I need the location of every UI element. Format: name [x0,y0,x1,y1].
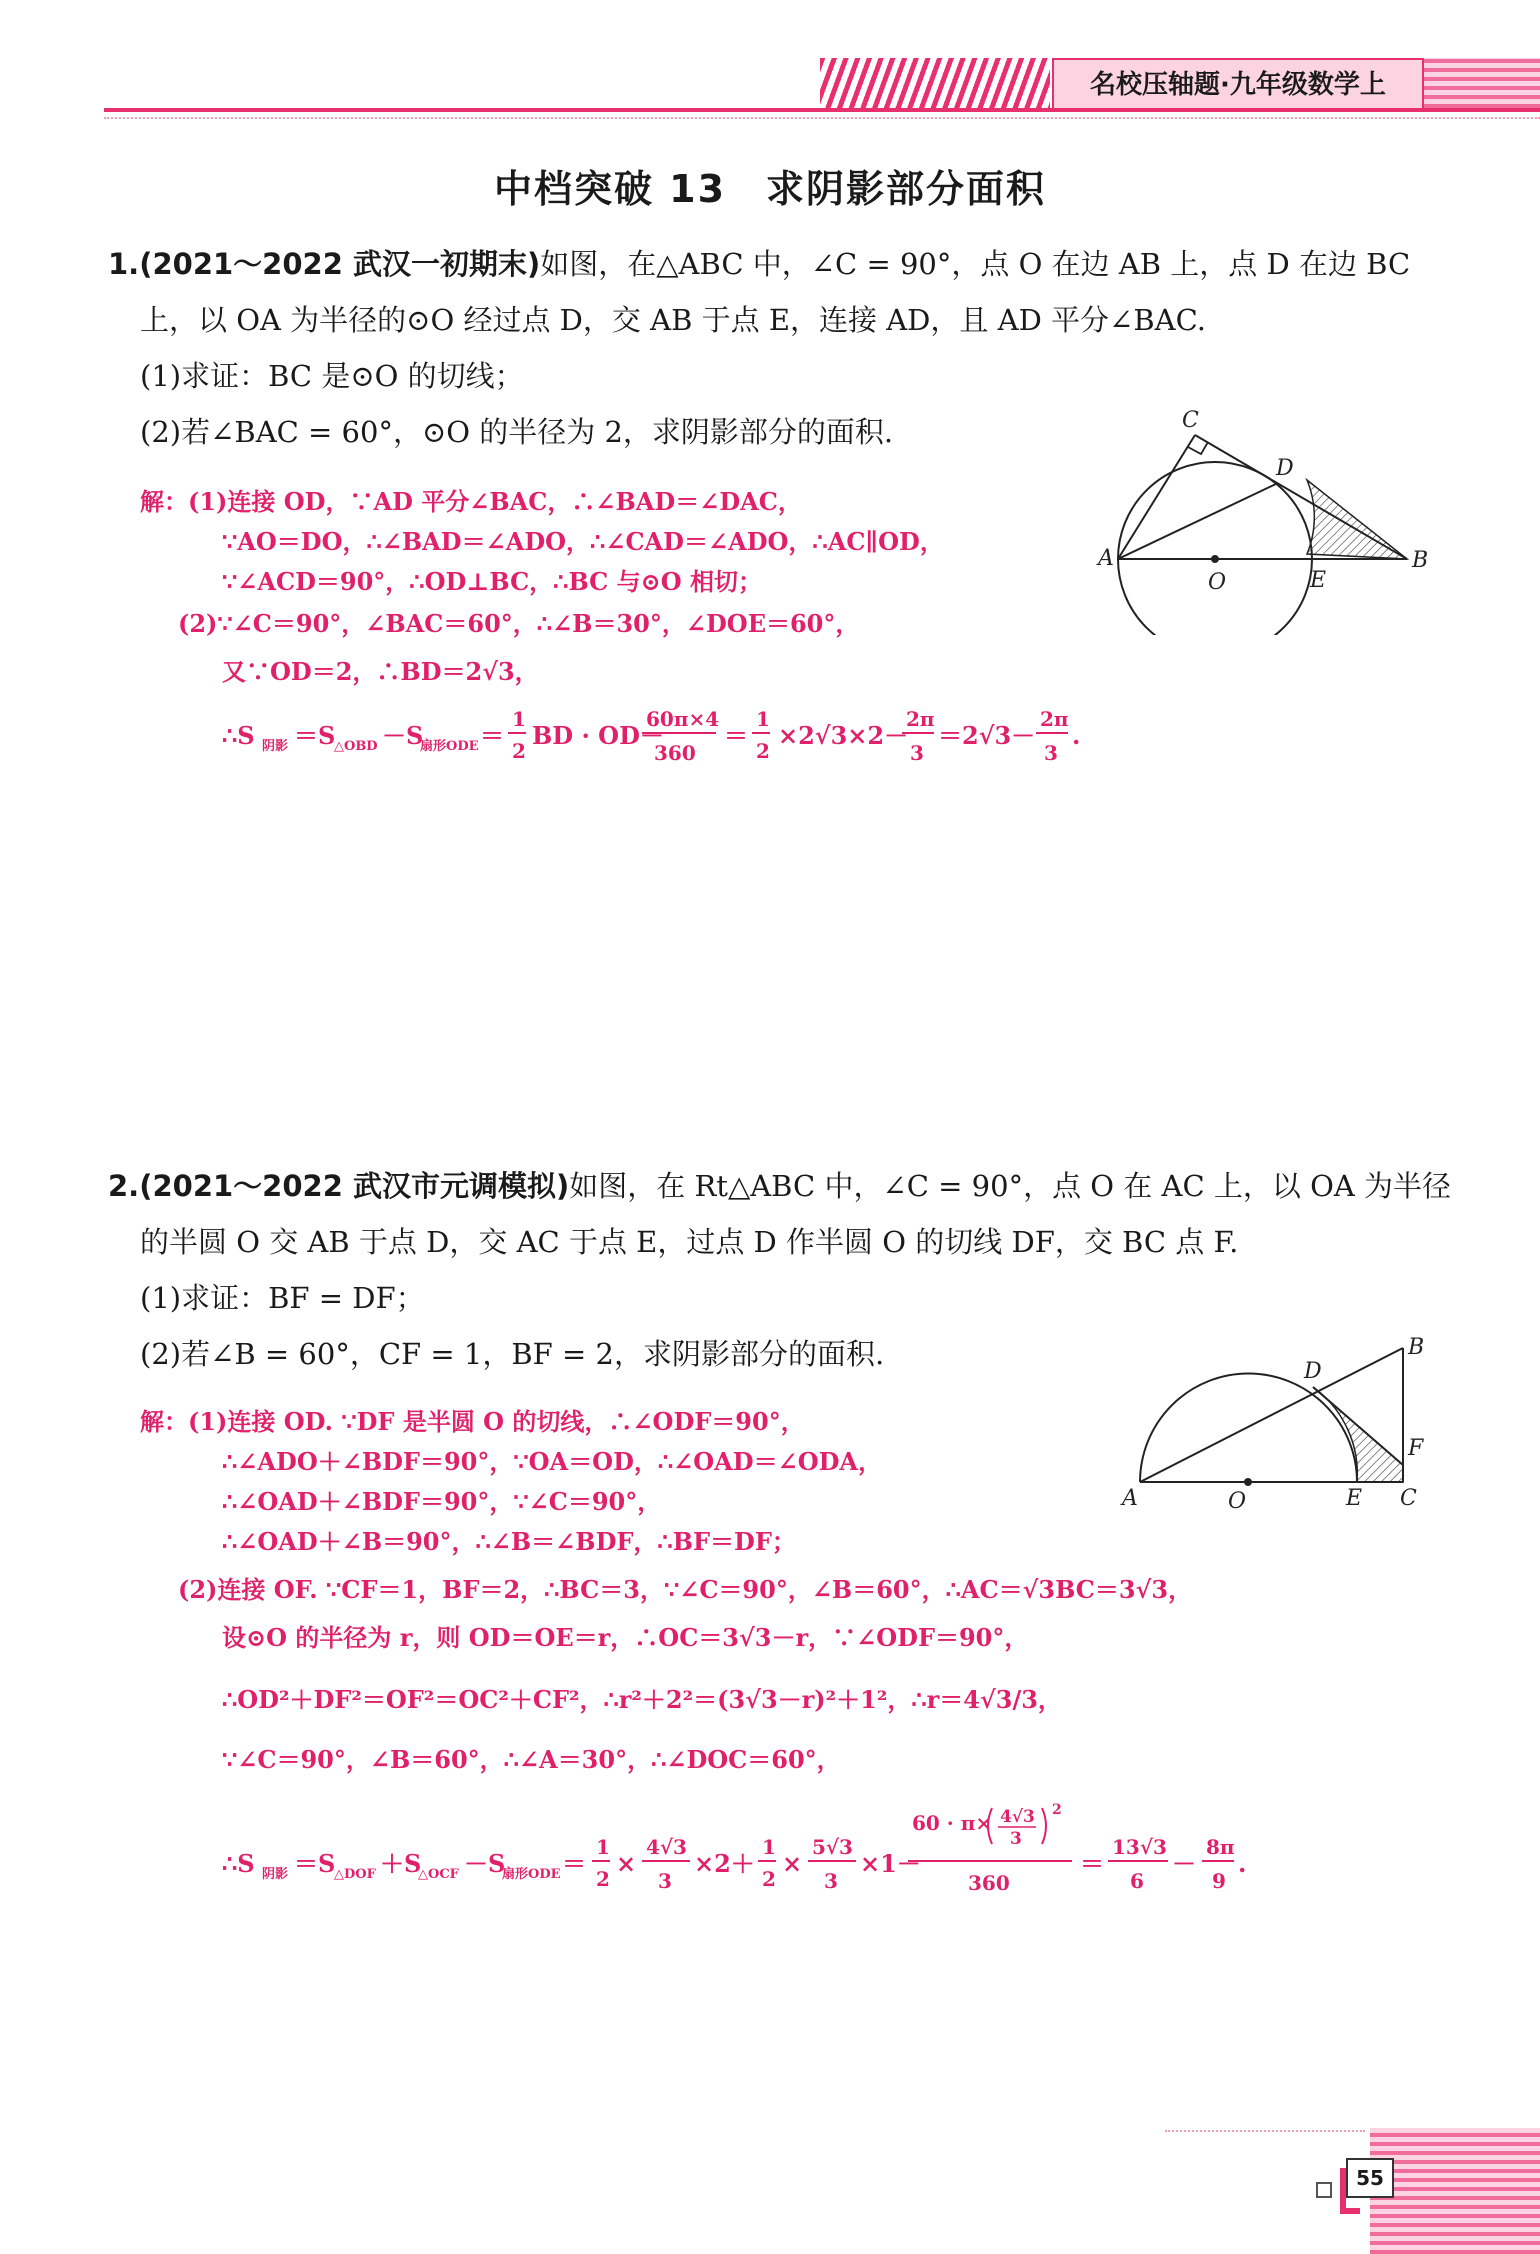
svg-text:＝: ＝ [562,1849,586,1878]
svg-text:360: 360 [654,741,696,765]
svg-text:3: 3 [910,741,924,765]
p2-solution-line: ∴∠ADO＋∠BDF＝90°，∵OA＝OD，∴∠OAD＝∠ODA， [222,1447,883,1476]
p2-solution-line: (2)连接 OF. ∵CF＝1，BF＝2，∴BC＝3，∵∠C＝90°，∠B＝60°，∴AC＝√3BC＝3√3， [178,1575,1193,1604]
label-o: O [1228,1489,1247,1514]
p2-solution-line: ∵∠C＝90°，∠B＝60°，∴∠A＝30°，∴∠DOC＝60°， [222,1745,841,1774]
header-stripes [1424,58,1540,108]
center-o-point [1211,555,1219,563]
p1-solution-final [222,700,1182,772]
label-o: O [1208,570,1227,595]
label-d: D [1304,1359,1322,1384]
p2-question1: (1)求证：BF = DF； [140,1281,425,1315]
svg-text:－S: －S [382,721,424,750]
svg-text:×2＋: ×2＋ [694,1849,755,1878]
p1-solution-line: (2)∵∠C＝90°，∠BAC＝60°，∴∠B＝30°，∠DOE＝60°， [178,609,860,638]
svg-text:3: 3 [824,1869,838,1893]
label-a: A [1122,1486,1138,1511]
svg-text:6: 6 [1130,1869,1144,1893]
p1-source: (2021～2022 武汉一初期末) [139,247,541,281]
label-c: C [1400,1486,1417,1511]
circle-o [1118,462,1312,635]
svg-text:×: × [782,1849,803,1878]
svg-text:×1－: ×1－ [860,1849,921,1878]
p1-number: 1. [108,247,140,281]
shaded-region [1313,1387,1403,1482]
svg-text:2: 2 [756,739,770,763]
svg-text:4√3: 4√3 [646,1835,687,1859]
svg-text:2: 2 [512,739,526,763]
label-c: C [1182,408,1199,433]
svg-text:＝S: ＝S [294,1849,336,1878]
svg-text:BD · OD－: BD · OD－ [532,721,664,750]
svg-text:＝2√3－: ＝2√3－ [938,721,1036,750]
footer-square-icon [1316,2182,1332,2198]
p2-solution-line: ∴∠OAD＋∠BDF＝90°，∵∠C＝90°， [222,1487,662,1516]
p1-text1: 如图，在△ABC 中，∠C = 90°，点 O 在边 AB 上，点 D 在边 BC [540,247,1411,281]
svg-text:8π: 8π [1206,1835,1235,1859]
p1-question2: (2)若∠BAC = 60°，⊙O 的半径为 2，求阴影部分的面积. [140,415,894,449]
p1-question1: (1)求证：BC 是⊙O 的切线； [140,359,524,393]
svg-text:－: － [1172,1849,1196,1878]
svg-text:3: 3 [658,1869,672,1893]
svg-text:×2√3×2－: ×2√3×2－ [778,721,909,750]
svg-text:△OBD: △OBD [334,739,378,754]
right-angle-mark [1188,442,1208,454]
shaded-region [1307,480,1407,559]
svg-text:－S: －S [464,1849,506,1878]
footer-stripes [1370,2128,1540,2254]
p1-line1 [108,246,1410,282]
page-title: 中档突破 13 求阴影部分面积 [493,167,1047,211]
svg-text:1: 1 [762,1835,776,1859]
svg-text:＝: ＝ [724,721,748,750]
label-a: A [1098,546,1114,571]
svg-text:∴S: ∴S [222,1849,255,1878]
svg-text:2: 2 [1052,1802,1062,1818]
label-e: E [1310,568,1327,593]
svg-text:60 · π×: 60 · π× [912,1811,993,1835]
p1-solution-line: ∵∠ACD＝90°，∴OD⊥BC，∴BC 与⊙O 相切； [222,567,762,596]
svg-text:.: . [1238,1849,1247,1878]
label-f: F [1408,1436,1424,1461]
svg-text:2: 2 [596,1867,610,1891]
svg-text:60π×4: 60π×4 [646,707,720,731]
svg-text:9: 9 [1212,1869,1226,1893]
svg-text:4√3: 4√3 [1000,1807,1035,1827]
svg-text:＝S: ＝S [294,721,336,750]
page-number: 55 [1346,2158,1394,2198]
svg-text:3: 3 [1044,741,1058,765]
p2-question2: (2)若∠B = 60°，CF = 1，BF = 2，求阴影部分的面积. [140,1337,885,1371]
svg-text:×: × [616,1849,637,1878]
svg-text:△DOF: △DOF [334,1867,376,1882]
svg-text:2π: 2π [906,707,935,731]
figure-1 [1090,405,1440,635]
p2-line1 [108,1168,1451,1204]
p2-solution-line: ∴∠OAD＋∠B＝90°，∴∠B＝∠BDF，∴BF＝DF； [222,1527,796,1556]
svg-text:扇形ODE: 扇形ODE [502,1867,561,1882]
svg-text:360: 360 [968,1871,1010,1895]
book-title: 名校压轴题·九年级数学上 [1052,58,1424,108]
p1-solution-line: 解：(1)连接 OD，∵AD 平分∠BAC，∴∠BAD＝∠DAC， [140,487,802,516]
svg-text:1: 1 [512,707,526,731]
segment-cb [1195,435,1407,559]
svg-text:1: 1 [756,707,770,731]
svg-text:阴影: 阴影 [262,1867,289,1882]
svg-text:扇形ODE: 扇形ODE [420,739,479,754]
svg-text:1: 1 [596,1835,610,1859]
header-decoration [820,58,1050,108]
header-dotted-rule [104,117,1540,119]
p1-solution-line: ∵AO＝DO，∴∠BAD＝∠ADO，∴∠CAD＝∠ADO，∴AC∥OD， [222,527,944,556]
label-d: D [1276,456,1294,481]
svg-text:△OCF: △OCF [418,1867,459,1882]
header-rule [104,108,1540,112]
svg-text:2: 2 [762,1867,776,1891]
p1-solution-line: 又∵OD＝2，∴BD＝2√3， [222,657,539,686]
center-o-point [1244,1478,1252,1486]
svg-text:阴影: 阴影 [262,739,289,754]
p2-number: 2. [108,1169,140,1203]
label-b: B [1408,1335,1425,1360]
p1-formula-svg [222,700,1182,772]
p2-solution-line: 设⊙O 的半径为 r，则 OD＝OE＝r，∴OC＝3√3－r，∵∠ODF＝90°， [222,1623,1029,1652]
label-b: B [1412,548,1429,573]
svg-text:5√3: 5√3 [812,1835,853,1859]
svg-text:13√3: 13√3 [1112,1835,1167,1859]
p2-formula-svg [222,1800,1352,1900]
p2-source: (2021～2022 武汉市元调模拟) [139,1169,570,1203]
p2-text1: 如图，在 Rt△ABC 中，∠C = 90°，点 O 在 AC 上，以 OA 为半径 [569,1169,1452,1203]
svg-text:∴S: ∴S [222,721,255,750]
svg-text:2π: 2π [1040,707,1069,731]
svg-text:＝: ＝ [480,721,504,750]
label-e: E [1346,1486,1363,1511]
p2-solution-line: ∴OD²＋DF²＝OF²＝OC²＋CF²，∴r²＋2²＝(3√3－r)²＋1²，∴r＝4√3/3， [222,1685,1062,1714]
p2-line2: 的半圆 O 交 AB 于点 D，交 AC 于点 E，过点 D 作半圆 O 的切线 DF，交 BC 点 F. [140,1225,1239,1259]
p2-solution-final [222,1800,1352,1900]
footer-dotted-rule [1165,2130,1365,2132]
figure-2 [1110,1320,1440,1520]
svg-text:＝: ＝ [1080,1849,1104,1878]
svg-text:3: 3 [1010,1829,1022,1849]
p2-solution-line: 解：(1)连接 OD. ∵DF 是半圆 O 的切线，∴∠ODF＝90°， [140,1407,805,1436]
p1-line2: 上，以 OA 为半径的⊙O 经过点 D，交 AB 于点 E，连接 AD，且 AD 平分∠BAC. [140,303,1206,337]
svg-text:＋S: ＋S [380,1849,422,1878]
svg-text:.: . [1072,721,1081,750]
